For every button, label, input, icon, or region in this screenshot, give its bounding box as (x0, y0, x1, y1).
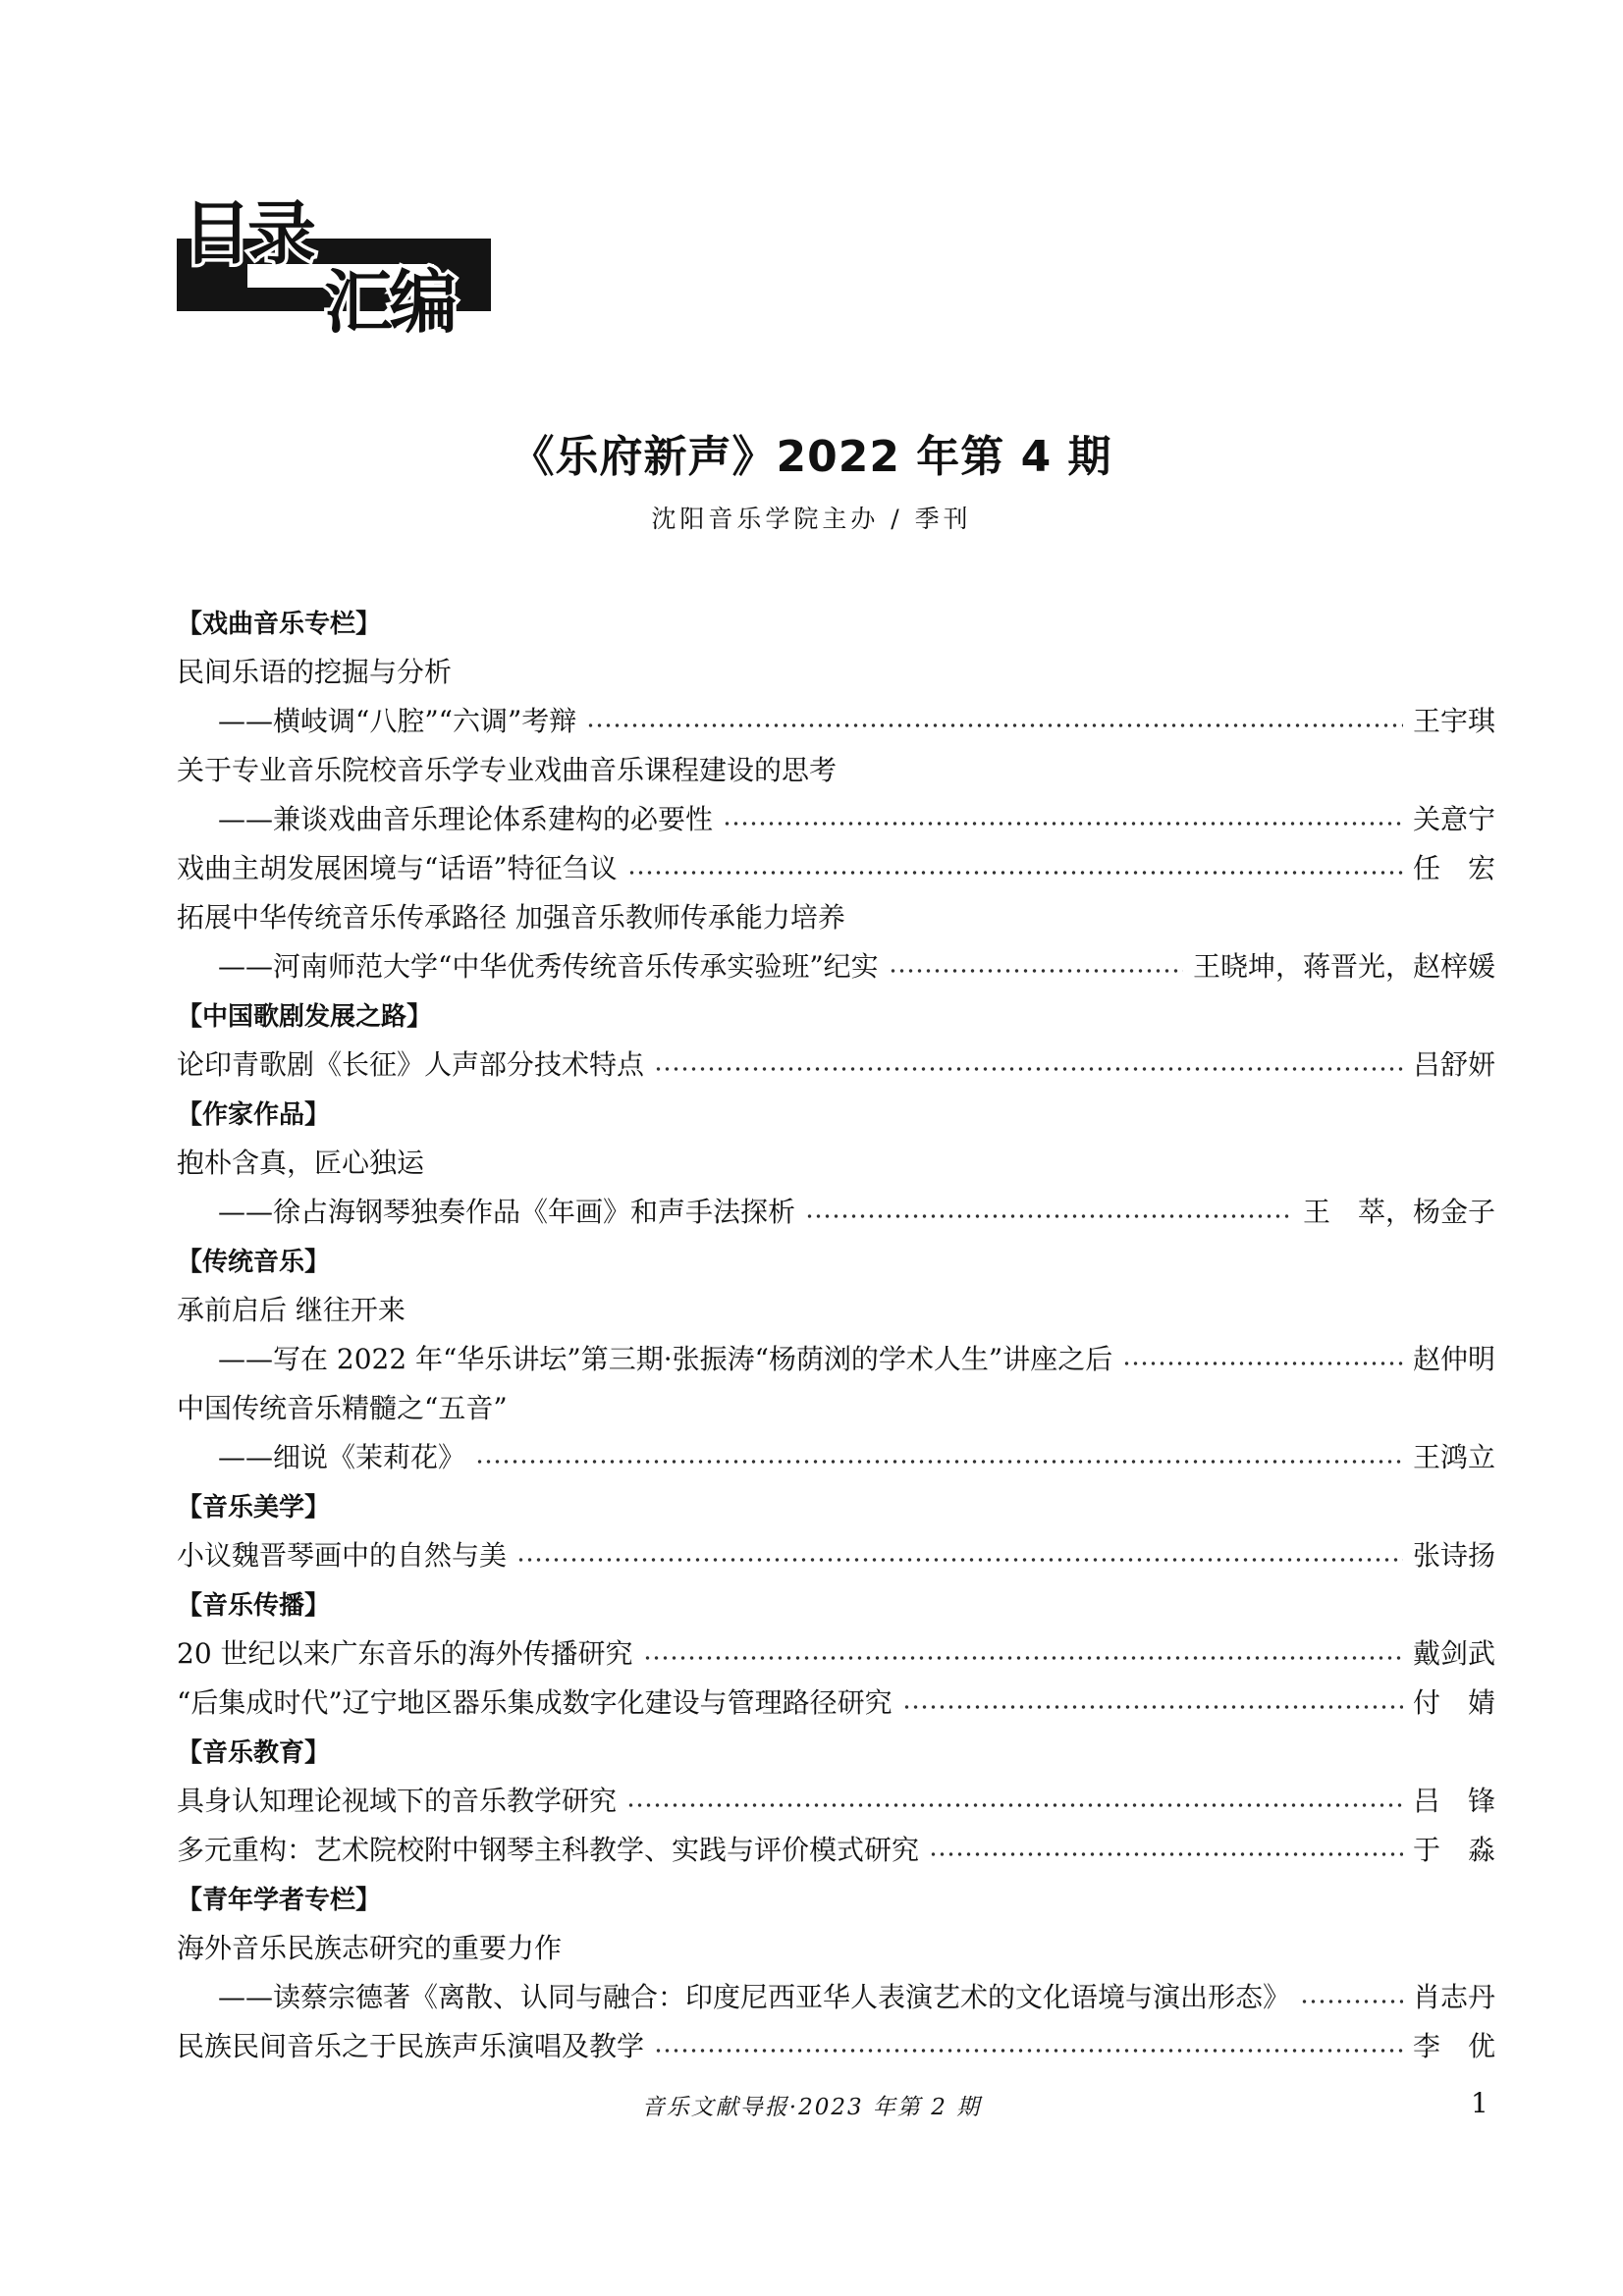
article-title: 民族民间音乐之于民族声乐演唱及教学 (177, 2030, 645, 2062)
article-author: 吕 锋 (1412, 1785, 1495, 1817)
article-author: 李 优 (1412, 2030, 1495, 2062)
section-heading-text: 【音乐传播】 (177, 1590, 331, 1621)
section-heading-text: 【青年学者专栏】 (177, 1885, 382, 1915)
article-subtitle: ——细说《茉莉花》 (218, 1441, 466, 1473)
dot-leader (929, 1850, 1403, 1858)
section-heading (177, 1873, 1495, 1922)
article-subtitle: ——兼谈戏曲音乐理论体系建构的必要性 (218, 803, 714, 835)
article-title: 抱朴含真，匠心独运 (177, 1147, 425, 1179)
table-of-contents (177, 597, 1495, 2069)
article-title: 海外音乐民族志研究的重要力作 (177, 1932, 563, 1964)
toc-entry (177, 2020, 1495, 2069)
article-title-line (177, 646, 1495, 695)
dot-leader (654, 2047, 1403, 2055)
dot-leader (586, 721, 1403, 729)
section-heading (177, 1578, 1495, 1628)
article-title-line (177, 1382, 1495, 1431)
toc-entry (177, 1333, 1495, 1382)
page-footer: 音乐文献导报·2023 年第 2 期 (641, 2095, 982, 2120)
article-subtitle: ——读蔡宗德著《离散、认同与融合：印度尼西亚华人表演艺术的文化语境与演出形态》 (218, 1981, 1291, 2013)
article-author: 于 淼 (1412, 1834, 1495, 1866)
article-title: 关于专业音乐院校音乐学专业戏曲音乐课程建设的思考 (177, 754, 838, 786)
article-title-line (177, 891, 1495, 940)
article-title: 民间乐语的挖掘与分析 (177, 656, 453, 688)
logo-word-2: 汇编 (324, 262, 454, 343)
toc-entry (177, 1677, 1495, 1726)
dot-leader (643, 1654, 1403, 1662)
article-title: 拓展中华传统音乐传承路径 加强音乐教师传承能力培养 (177, 901, 845, 934)
section-heading (177, 1726, 1495, 1775)
logo-word-1: 目录 (183, 193, 312, 274)
article-author: 戴剑武 (1412, 1637, 1495, 1670)
article-title: 小议魏晋琴画中的自然与美 (177, 1539, 508, 1572)
article-title: 多元重构：艺术院校附中钢琴主科教学、实践与评价模式研究 (177, 1834, 920, 1866)
article-title: 戏曲主胡发展困境与“话语”特征刍议 (177, 852, 618, 884)
article-subtitle: ——徐占海钢琴独奏作品《年画》和声手法探析 (218, 1196, 796, 1228)
article-subtitle: ——写在 2022 年“华乐讲坛”第三期·张振涛“杨荫浏的学术人生”讲座之后 (218, 1343, 1113, 1375)
toc-entry (177, 1824, 1495, 1873)
toc-entry (177, 1431, 1495, 1480)
section-heading-text: 【作家作品】 (177, 1099, 331, 1130)
article-author: 王宇琪 (1412, 705, 1495, 737)
toc-entry (177, 793, 1495, 842)
toc-entry (177, 1971, 1495, 2020)
article-title-line (177, 1137, 1495, 1186)
article-title-line (177, 1922, 1495, 1971)
article-author: 肖志丹 (1412, 1981, 1495, 2013)
section-heading-text: 【音乐教育】 (177, 1737, 331, 1768)
article-title: 具身认知理论视域下的音乐教学研究 (177, 1785, 618, 1817)
article-subtitle: ——河南师范大学“中华优秀传统音乐传承实验班”纪实 (218, 950, 879, 983)
dot-leader (889, 967, 1183, 975)
article-author: 王晓坤，蒋晋光，赵梓媛 (1192, 950, 1495, 983)
dot-leader (723, 820, 1403, 828)
article-title-line (177, 1284, 1495, 1333)
toc-entry (177, 1039, 1495, 1088)
article-subtitle: ——横岐调“八腔”“六调”考辩 (218, 705, 577, 737)
article-author: 赵仲明 (1412, 1343, 1495, 1375)
section-heading (177, 1480, 1495, 1529)
toc-entry (177, 695, 1495, 744)
dot-leader (902, 1703, 1403, 1711)
section-heading (177, 1088, 1495, 1137)
article-author: 任 宏 (1412, 852, 1495, 884)
article-title: “后集成时代”辽宁地区器乐集成数字化建设与管理路径研究 (177, 1686, 893, 1719)
section-heading-text: 【音乐美学】 (177, 1492, 331, 1522)
article-author: 吕舒妍 (1412, 1048, 1495, 1081)
article-title: 论印青歌剧《长征》人声部分技术特点 (177, 1048, 645, 1081)
toc-entry (177, 940, 1495, 989)
article-author: 张诗扬 (1412, 1539, 1495, 1572)
dot-leader (516, 1556, 1403, 1564)
page-title: 《乐府新声》2022 年第 4 期 (511, 432, 1112, 482)
article-author: 王 萃，杨金子 (1302, 1196, 1495, 1228)
page-subtitle: 沈阳音乐学院主办 / 季刊 (651, 505, 972, 533)
article-author: 王鸿立 (1412, 1441, 1495, 1473)
dot-leader (475, 1458, 1403, 1466)
article-author: 付 婧 (1412, 1686, 1495, 1719)
dot-leader (1300, 1998, 1403, 2005)
toc-entry (177, 1775, 1495, 1824)
section-heading-text: 【中国歌剧发展之路】 (177, 1001, 433, 1032)
article-title-line (177, 744, 1495, 793)
article-title: 20 世纪以来广东音乐的海外传播研究 (177, 1637, 633, 1670)
column-logo (177, 191, 491, 344)
dot-leader (805, 1212, 1293, 1220)
section-heading-text: 【戏曲音乐专栏】 (177, 609, 382, 639)
page-number: 1 (1471, 2087, 1488, 2119)
toc-entry (177, 842, 1495, 891)
article-author: 关意宁 (1412, 803, 1495, 835)
section-heading (177, 1235, 1495, 1284)
dot-leader (627, 869, 1403, 877)
toc-entry (177, 1628, 1495, 1677)
dot-leader (1122, 1360, 1403, 1367)
article-title: 中国传统音乐精髓之“五音” (177, 1392, 508, 1424)
toc-entry (177, 1186, 1495, 1235)
dot-leader (654, 1065, 1403, 1073)
article-title: 承前启后 继往开来 (177, 1294, 406, 1326)
dot-leader (626, 1801, 1403, 1809)
section-heading (177, 597, 1495, 646)
section-heading-text: 【传统音乐】 (177, 1247, 331, 1277)
toc-entry (177, 1529, 1495, 1578)
section-heading (177, 989, 1495, 1039)
